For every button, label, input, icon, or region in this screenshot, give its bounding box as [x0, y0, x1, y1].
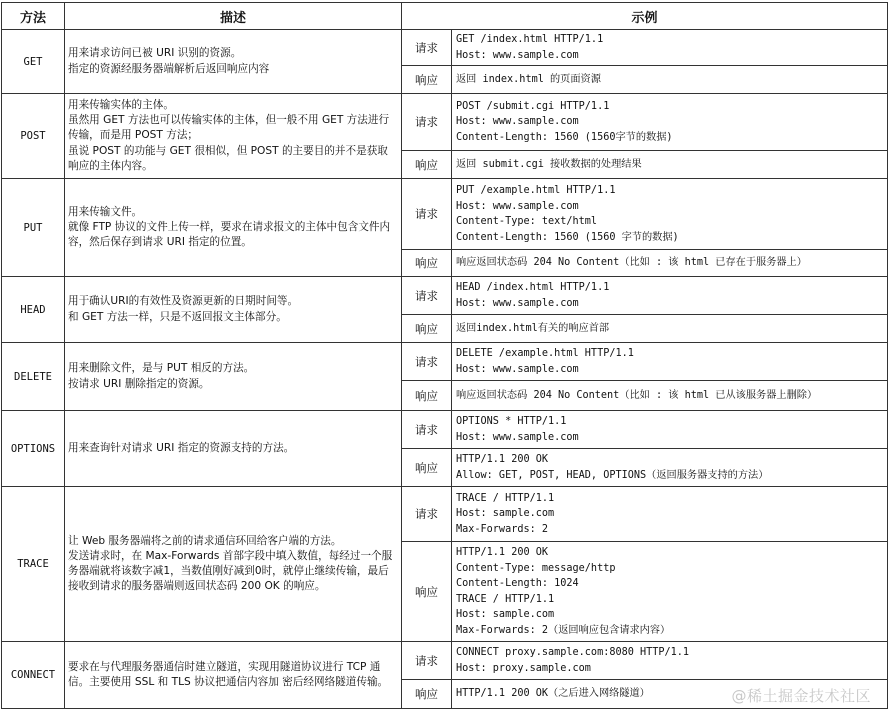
request-label: 请求 — [402, 343, 452, 381]
desc-cell-trace: 让 Web 服务器端将之前的请求通信环回给客户端的方法。 发送请求时，在 Max-Forwards 首部字段中填入数值，每经过一个服务器端就将该数字减1，当数值刚好减到0时，就停止继续传输，最后接收到请求的服务器端则返回状态码 200 OK 的响应。 — [65, 487, 402, 642]
table-header-row — [2, 3, 888, 30]
response-label: 响应 — [402, 381, 452, 411]
response-example: 返回index.html有关的响应首部 — [452, 315, 888, 343]
method-cell-delete: DELETE — [2, 343, 65, 411]
request-example: DELETE /example.html HTTP/1.1 Host: www.sample.com — [452, 343, 888, 381]
response-label: 响应 — [402, 250, 452, 277]
table-row — [2, 179, 888, 250]
desc-cell-put: 用来传输文件。 就像 FTP 协议的文件上传一样，要求在请求报文的主体中包含文件内容，然后保存到请求 URI 指定的位置。 — [65, 179, 402, 277]
request-example: OPTIONS * HTTP/1.1 Host: www.sample.com — [452, 411, 888, 449]
method-cell-trace: TRACE — [2, 487, 65, 642]
request-example: TRACE / HTTP/1.1 Host: sample.com Max-Forwards: 2 — [452, 487, 888, 542]
table-row — [2, 411, 888, 449]
request-label: 请求 — [402, 94, 452, 151]
method-cell-connect: CONNECT — [2, 642, 65, 709]
desc-cell-options: 用来查询针对请求 URI 指定的资源支持的方法。 — [65, 411, 402, 487]
watermark: @稀土掘金技术社区 — [731, 687, 871, 705]
request-example: PUT /example.html HTTP/1.1 Host: www.sample.com Content-Type: text/html Content-Length: 1560 (1560 字节的数据) — [452, 179, 888, 250]
response-label: 响应 — [402, 542, 452, 642]
response-label: 响应 — [402, 315, 452, 343]
request-example: POST /submit.cgi HTTP/1.1 Host: www.sample.com Content-Length: 1560 (1560字节的数据) — [452, 94, 888, 151]
table-row — [2, 30, 888, 66]
response-example: HTTP/1.1 200 OK Content-Type: message/http Content-Length: 1024 TRACE / HTTP/1.1 Host: sample.com Max-Forwards: 2（返回响应包含请求内容） — [452, 542, 888, 642]
response-example: 响应返回状态码 204 No Content（比如 : 该 html 已存在于服务器上） — [452, 250, 888, 277]
request-label: 请求 — [402, 179, 452, 250]
request-example: HEAD /index.html HTTP/1.1 Host: www.sample.com — [452, 277, 888, 315]
header-description: 描述 — [65, 3, 402, 30]
response-example: 响应返回状态码 204 No Content（比如 : 该 html 已从该服务器上删除） — [452, 381, 888, 411]
request-label: 请求 — [402, 487, 452, 542]
request-label: 请求 — [402, 411, 452, 449]
response-label: 响应 — [402, 151, 452, 179]
http-methods-table — [1, 2, 888, 709]
request-example: GET /index.html HTTP/1.1 Host: www.sample.com — [452, 30, 888, 66]
header-example: 示例 — [402, 3, 888, 30]
table-row — [2, 642, 888, 680]
response-example: 返回 index.html 的页面资源 — [452, 66, 888, 94]
desc-cell-get: 用来请求访问已被 URI 识别的资源。 指定的资源经服务器端解析后返回响应内容 — [65, 30, 402, 94]
request-example: CONNECT proxy.sample.com:8080 HTTP/1.1 Host: proxy.sample.com — [452, 642, 888, 680]
table-row — [2, 94, 888, 151]
response-label: 响应 — [402, 680, 452, 709]
method-cell-options: OPTIONS — [2, 411, 65, 487]
response-example: 返回 submit.cgi 接收数据的处理结果 — [452, 151, 888, 179]
method-cell-put: PUT — [2, 179, 65, 277]
table-row — [2, 277, 888, 315]
table-row — [2, 487, 888, 542]
header-method: 方法 — [2, 3, 65, 30]
table-row — [2, 343, 888, 381]
request-label: 请求 — [402, 30, 452, 66]
response-label: 响应 — [402, 66, 452, 94]
request-label: 请求 — [402, 277, 452, 315]
method-cell-head: HEAD — [2, 277, 65, 343]
request-label: 请求 — [402, 642, 452, 680]
method-cell-post: POST — [2, 94, 65, 179]
response-example: HTTP/1.1 200 OK（之后进入网络隧道） — [452, 680, 888, 709]
response-label: 响应 — [402, 449, 452, 487]
desc-cell-delete: 用来删除文件，是与 PUT 相反的方法。 按请求 URI 删除指定的资源。 — [65, 343, 402, 411]
response-example: HTTP/1.1 200 OK Allow: GET, POST, HEAD, OPTIONS（返回服务器支持的方法） — [452, 449, 888, 487]
desc-cell-head: 用于确认URI的有效性及资源更新的日期时间等。 和 GET 方法一样，只是不返回报文主体部分。 — [65, 277, 402, 343]
method-cell-get: GET — [2, 30, 65, 94]
desc-cell-connect: 要求在与代理服务器通信时建立隧道，实现用隧道协议进行 TCP 通信。主要使用 SSL 和 TLS 协议把通信内容加 密后经网络隧道传输。 — [65, 642, 402, 709]
desc-cell-post: 用来传输实体的主体。 虽然用 GET 方法也可以传输实体的主体，但一般不用 GET 方法进行传输，而是用 POST 方法； 虽说 POST 的功能与 GET 很相似，但 POST 的主要目的并不是获取响应的主体内容。 — [65, 94, 402, 179]
